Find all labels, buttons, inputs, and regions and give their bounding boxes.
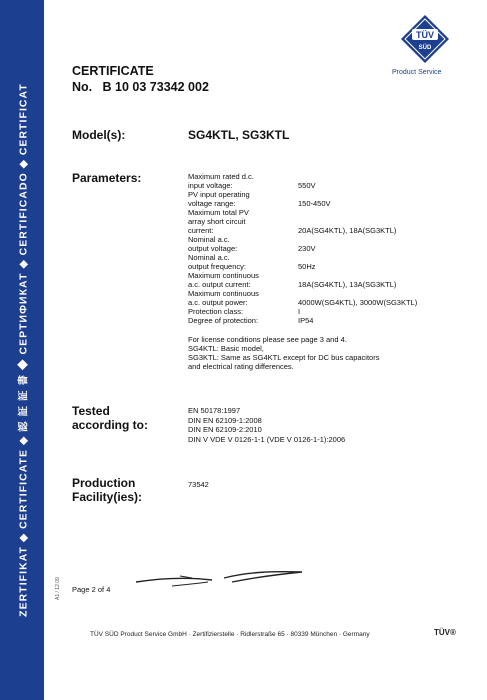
parameter-row: [188, 226, 417, 235]
parameter-label: current:: [188, 226, 214, 235]
note-line: and electrical rating differences.: [188, 362, 294, 371]
parameter-value: 150-450V: [298, 199, 331, 208]
product-service-label: Product Service: [392, 69, 442, 76]
models-value: SG4KTL, SG3KTL: [188, 128, 290, 142]
parameter-label: a.c. output current:: [188, 280, 251, 289]
parameter-row: [188, 262, 417, 271]
parameter-row: [188, 172, 417, 181]
parameter-label: Maximum rated d.c.: [188, 172, 254, 181]
parameters-list: [188, 172, 417, 325]
parameter-row: [188, 316, 417, 325]
parameter-value: I: [298, 307, 301, 316]
parameter-value: 550V: [298, 181, 316, 190]
parameter-label: PV input operating: [188, 190, 250, 199]
parameter-value: 20A(SG4KTL), 18A(SG3KTL): [298, 226, 397, 235]
page-number: Page 2 of 4: [72, 585, 111, 594]
parameter-row: [188, 244, 417, 253]
parameter-label: output frequency:: [188, 262, 246, 271]
facility-value: 73542: [188, 480, 209, 489]
parameters-label: Parameters:: [72, 171, 142, 185]
parameter-value: 18A(SG4KTL), 13A(SG3KTL): [298, 280, 397, 289]
parameter-value: 230V: [298, 244, 316, 253]
parameter-label: Nominal a.c.: [188, 235, 230, 244]
note-line: For license conditions please see page 3 and 4.: [188, 335, 347, 344]
tuv-sud-logo: [400, 14, 450, 64]
standard-item: EN 50178:1997: [188, 406, 241, 415]
production-label-line: Facility(ies):: [72, 490, 143, 504]
logo-subtext: SÜD: [418, 45, 432, 51]
parameter-value: 50Hz: [298, 262, 316, 271]
parameter-row: [188, 235, 417, 244]
parameter-label: Maximum total PV: [188, 208, 249, 217]
parameter-row: [188, 280, 417, 289]
standard-item: DIN EN 62109-2:2010: [188, 425, 262, 435]
parameter-label: a.c. output power:: [188, 298, 248, 307]
certificate-number: No. B 10 03 73342 002: [72, 80, 209, 94]
tested-label-line: Tested: [72, 404, 110, 418]
parameter-notes: [188, 335, 379, 371]
standard-item: DIN EN 62109-1:2008: [188, 415, 262, 425]
tested-label-line: according to:: [72, 418, 149, 432]
certificate-title: CERTIFICATE: [72, 64, 154, 78]
parameter-row: [188, 217, 417, 226]
parameter-row: [188, 271, 417, 280]
parameter-row: [188, 208, 417, 217]
signature-image: [132, 564, 312, 592]
parameter-value: IP54: [298, 316, 314, 325]
production-label-line: Production: [72, 476, 136, 490]
logo-text: TÜV: [416, 30, 434, 40]
side-banner-text: ZERTIFIKAT ◆ CERTIFICATE ◆ 認 証 証 書 ◆ СЕРТИФИКАТ ◆ CERTIFICADO ◆ CERTIFICAT: [18, 83, 30, 617]
tested-label: [72, 404, 148, 432]
parameter-row: [188, 289, 417, 298]
note-line: SG3KTL: Same as SG4KTL except for DC bus capacitors: [188, 353, 380, 362]
footer-address: TÜV SÜD Product Service GmbH · Zertifizierstelle · Ridlerstraße 65 · 80339 München · Germany: [90, 631, 370, 638]
parameter-label: input voltage:: [188, 181, 233, 190]
footer-brand: TÜV®: [434, 628, 456, 637]
parameter-label: array short circuit: [188, 217, 246, 226]
parameter-label: Protection class:: [188, 307, 244, 316]
parameter-row: [188, 190, 417, 199]
production-label: [72, 476, 142, 504]
parameter-row: [188, 199, 417, 208]
parameter-row: [188, 307, 417, 316]
parameter-label: Nominal a.c.: [188, 253, 230, 262]
standard-item: DIN V VDE V 0126-1-1 (VDE V 0126-1-1):2006: [188, 434, 346, 444]
models-label: Model(s):: [72, 128, 126, 142]
parameter-label: Maximum continuous: [188, 271, 259, 280]
parameter-label: Degree of protection:: [188, 316, 259, 325]
standards-list: [188, 406, 345, 444]
note-line: SG4KTL: Basic model,: [188, 344, 264, 353]
certificate-side-banner: [0, 0, 44, 700]
parameter-value: 4000W(SG4KTL), 3000W(SG3KTL): [298, 298, 418, 307]
parameter-label: output voltage:: [188, 244, 238, 253]
parameter-label: Maximum continuous: [188, 289, 259, 298]
parameter-row: [188, 181, 417, 190]
document-code: A1 / 12.09: [55, 577, 61, 600]
parameter-label: voltage range:: [188, 199, 236, 208]
parameter-row: [188, 298, 417, 307]
parameter-row: [188, 253, 417, 262]
